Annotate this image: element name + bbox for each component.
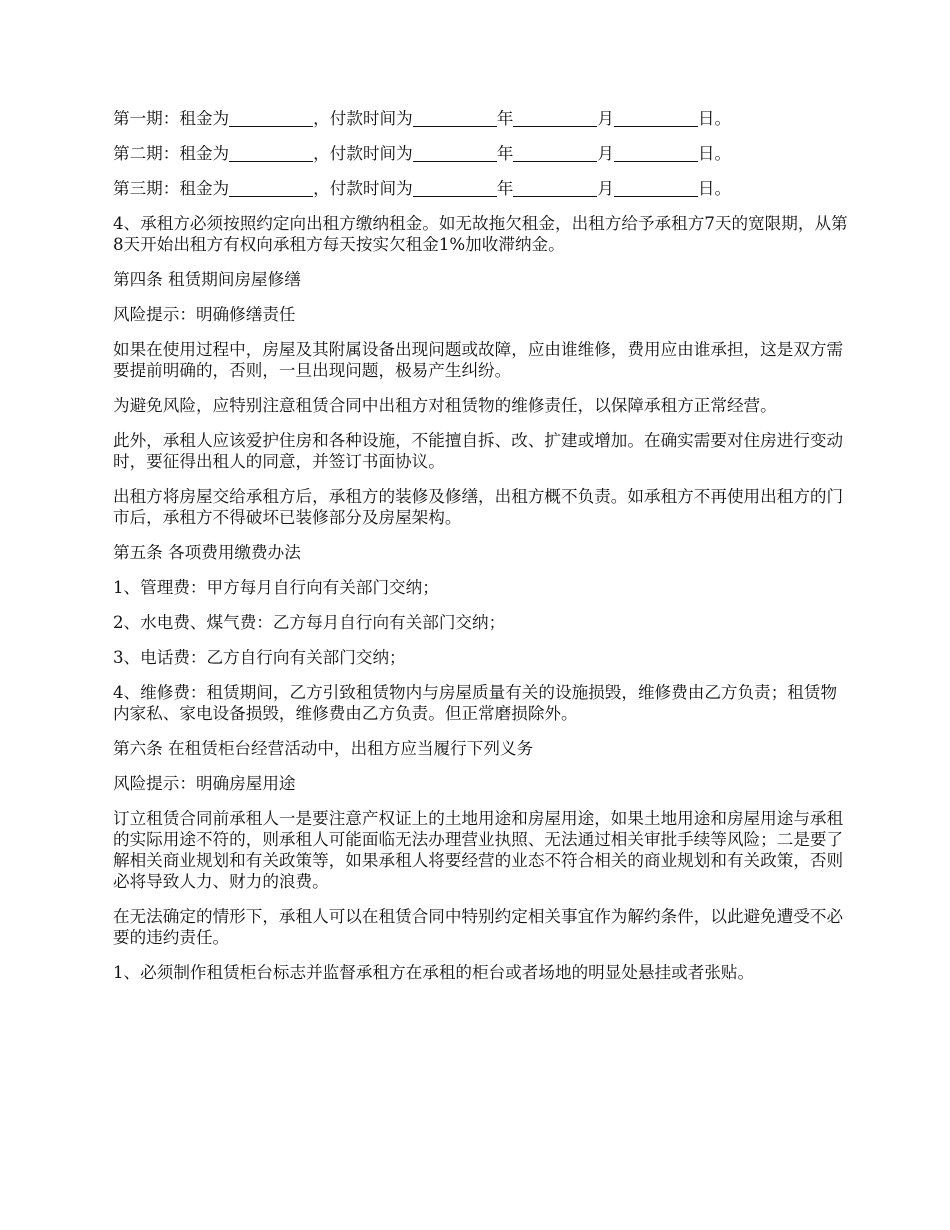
- paragraph-usage-1: 订立租赁合同前承租人一是要注意产权证上的土地用途和房屋用途，如果土地用途和房屋用途与承租的实际用途不符的，则承租人可能面临无法办理营业执照、无法通过相关审批手续等风险；二是要了解相关商业规划和有关政策等，如果承租人将要经营的业态不符合相关的商业规划和有关政策，否则必将导致人力、财力的浪费。: [113, 809, 844, 891]
- month-blank: [513, 145, 597, 162]
- payment-line-3: [113, 178, 853, 199]
- paragraph-repair-4: 出租方将房屋交给承租方后，承租方的装修及修缮，出租方概不负责。如承租方不再使用出租方的门市后，承租方不得破坏已装修部分及房屋架构。: [113, 487, 844, 527]
- day-label: 日。: [697, 144, 732, 163]
- rent-amount-blank: [229, 110, 313, 127]
- year-label: 年: [496, 179, 514, 198]
- day-label: 日。: [697, 109, 732, 128]
- rent-amount-blank: [229, 145, 313, 162]
- payment-line-1: [113, 108, 853, 129]
- rent-amount-blank: [229, 180, 313, 197]
- obligation-item-1: 1、必须制作租赁柜台标志并监督承租方在承租的柜台或者场地的明显处悬挂或者张贴。: [113, 963, 755, 982]
- payment-mid: ，付款时间为: [313, 109, 413, 128]
- payment-mid: ，付款时间为: [313, 144, 413, 163]
- fee-item-maintenance: 4、维修费：租赁期间，乙方引致租赁物内与房屋质量有关的设施损毁，维修费由乙方负责；租赁物内家私、家电设备损毁，维修费由乙方负责。但正常磨损除外。: [113, 683, 838, 723]
- year-blank: [413, 180, 497, 197]
- paragraph-repair-3: 此外，承租人应该爱护住房和各种设施，不能擅自拆、改、扩建或增加。在确实需要对住房进行变动时，要征得出租人的同意，并签订书面协议。: [113, 431, 844, 471]
- month-blank: [513, 110, 597, 127]
- month-label: 月: [597, 109, 614, 128]
- fee-item-telephone: 3、电话费：乙方自行向有关部门交纳；: [113, 648, 406, 667]
- payment-label: 第二期：租金为: [113, 144, 230, 163]
- fee-item-utilities: 2、水电费、煤气费：乙方每月自行向有关部门交纳；: [113, 613, 506, 632]
- day-label: 日。: [697, 179, 732, 198]
- year-blank: [413, 145, 497, 162]
- month-label: 月: [597, 179, 614, 198]
- payment-mid: ，付款时间为: [313, 179, 413, 198]
- paragraph-repair-1: 如果在使用过程中，房屋及其附属设备出现问题或故障，应由谁维修，费用应由谁承担，这是双方需要提前明确的，否则，一旦出现问题，极易产生纠纷。: [113, 340, 844, 380]
- document-page: [113, 108, 853, 997]
- paragraph-repair-2: 为避免风险，应特别注意租赁合同中出租方对租赁物的维修责任，以保障承租方正常经营。: [113, 396, 777, 415]
- article-6-heading: 第六条 在租赁柜台经营活动中，出租方应当履行下列义务: [113, 739, 534, 758]
- payment-label: 第三期：租金为: [113, 179, 230, 198]
- day-blank: [614, 180, 698, 197]
- day-blank: [614, 110, 698, 127]
- risk-note-usage: 风险提示：明确房屋用途: [113, 774, 296, 793]
- paragraph-usage-2: 在无法确定的情形下，承租人可以在租赁合同中特别约定相关事宜作为解约条件，以此避免遭受不必要的违约责任。: [113, 907, 844, 947]
- fee-item-management: 1、管理费：甲方每月自行向有关部门交纳；: [113, 578, 439, 597]
- year-label: 年: [496, 109, 514, 128]
- month-blank: [513, 180, 597, 197]
- year-blank: [413, 110, 497, 127]
- risk-note-repair: 风险提示：明确修缮责任: [113, 305, 296, 324]
- payment-line-2: [113, 143, 853, 164]
- year-label: 年: [496, 144, 514, 163]
- payment-label: 第一期：租金为: [113, 109, 230, 128]
- article-4-heading: 第四条 租赁期间房屋修缮: [113, 270, 301, 289]
- clause-late-payment: 4、承租方必须按照约定向出租方缴纳租金。如无故拖欠租金，出租方给予承租方7天的宽限期，从第8天开始出租方有权向承租方每天按实欠租金1%加收滞纳金。: [113, 214, 848, 254]
- article-5-heading: 第五条 各项费用缴费办法: [113, 543, 301, 562]
- day-blank: [614, 145, 698, 162]
- month-label: 月: [597, 144, 614, 163]
